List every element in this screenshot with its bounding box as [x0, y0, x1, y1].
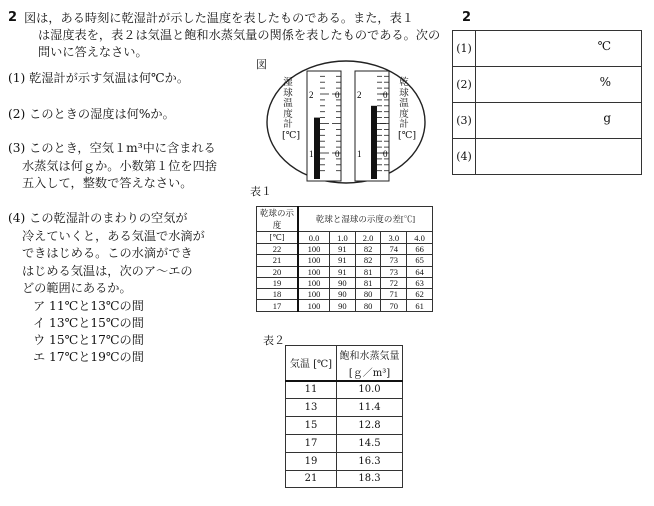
table2-cell: 18.3	[337, 470, 403, 488]
table-row	[257, 300, 433, 311]
table1-cell: 17	[257, 300, 299, 311]
table1-cell: 80	[355, 300, 381, 311]
table2-cell: 13	[286, 399, 337, 417]
table1-diff: 4.0	[407, 232, 433, 244]
answer-field-2[interactable]	[476, 67, 642, 103]
question-4-line: 冷えていくと，ある気温で水滴が	[22, 228, 205, 243]
table2-header-temp: 気温 [℃]	[286, 346, 337, 381]
answer-row	[453, 67, 642, 103]
table1-cell: 74	[381, 244, 407, 255]
table1-cell: 90	[330, 289, 356, 300]
question-4	[8, 210, 205, 298]
table1-cell: 100	[298, 277, 330, 288]
table1-cell: 72	[381, 277, 407, 288]
table1-diff: 1.0	[330, 232, 356, 244]
table-row	[286, 434, 403, 452]
table2-cell: 14.5	[337, 434, 403, 452]
wet-bulb-liquid	[314, 118, 320, 179]
table1-header-right: 乾球と湿球の示度の差[℃]	[298, 207, 433, 232]
answer-sheet-header: 2	[462, 10, 472, 25]
table1-cell: 81	[355, 277, 381, 288]
table-row	[257, 277, 433, 288]
table1-diff: 0.0	[298, 232, 330, 244]
question-4-line: できはじめる。この水滴ができ	[22, 246, 193, 260]
table1-cell: 91	[330, 255, 356, 266]
question-3-line: 五入して，整数で答えなさい。	[22, 176, 193, 190]
table1-cell: 64	[407, 266, 433, 277]
question-2: (2) このときの湿度は何%か。	[8, 107, 175, 121]
answer-unit: g	[603, 111, 611, 125]
table2-cell: 15	[286, 417, 337, 435]
wet-tick-1: 1	[309, 149, 314, 159]
answer-field-1[interactable]	[476, 31, 642, 67]
humidity-table	[256, 206, 433, 312]
choice-a: ア 11℃と13℃の間	[33, 299, 144, 313]
table-row	[257, 255, 433, 266]
table1-cell: 100	[298, 244, 330, 255]
question-3	[8, 140, 217, 193]
table1-cell: 81	[355, 266, 381, 277]
wet-bulb-label: 湿球温度計[℃]	[282, 77, 301, 141]
table1-cell: 73	[381, 266, 407, 277]
table1-diff: 3.0	[381, 232, 407, 244]
answer-number: (2)	[453, 67, 476, 103]
table1-cell: 21	[257, 255, 299, 266]
choice-i: イ 13℃と15℃の間	[33, 316, 144, 330]
table1-cell: 82	[355, 244, 381, 255]
dry-bulb-liquid	[371, 106, 377, 179]
table1-cell: 90	[330, 277, 356, 288]
table1-diff: 2.0	[355, 232, 381, 244]
table-row	[286, 470, 403, 488]
table1-cell: 70	[381, 300, 407, 311]
table1-cell: 65	[407, 255, 433, 266]
table1-cell: 66	[407, 244, 433, 255]
dry-tick-0-top: 0	[383, 90, 388, 100]
answer-row	[453, 31, 642, 67]
question-intro	[24, 10, 441, 61]
wet-tick-0-bottom: 0	[335, 149, 340, 159]
dry-tick-1: 1	[357, 149, 362, 159]
table1-cell: 100	[298, 289, 330, 300]
answer-row	[453, 103, 642, 139]
table1-cell: 90	[330, 300, 356, 311]
answer-field-3[interactable]	[476, 103, 642, 139]
dry-tick-0-bottom: 0	[383, 149, 388, 159]
table2-cell: 19	[286, 452, 337, 470]
table-row	[286, 452, 403, 470]
table1-label: 表１	[250, 185, 272, 198]
question-4-line: はじめる気温は，次のア～エの	[22, 263, 193, 278]
table1-cell: 80	[355, 289, 381, 300]
table1-cell: 100	[298, 255, 330, 266]
table1-cell: 22	[257, 244, 299, 255]
choice-u: ウ 15℃と17℃の間	[33, 333, 144, 347]
table-row	[257, 289, 433, 300]
question-4-line: どの範囲にあるか。	[22, 281, 132, 295]
answer-sheet	[452, 30, 642, 175]
table2-cell: 17	[286, 434, 337, 452]
table1-cell: 73	[381, 255, 407, 266]
figure-label: 図	[256, 58, 267, 71]
dry-bulb-label: 乾球温度計[℃]	[398, 77, 417, 141]
table2-cell: 12.8	[337, 417, 403, 435]
table2-label: 表２	[263, 334, 285, 347]
table1-cell: 82	[355, 255, 381, 266]
table2-header-vapor: 飽和水蒸気量	[337, 346, 403, 363]
table2-cell: 16.3	[337, 452, 403, 470]
answer-number: (1)	[453, 31, 476, 67]
choice-e: エ 17℃と19℃の間	[33, 350, 144, 364]
table1-cell: 18	[257, 289, 299, 300]
choice-list	[22, 298, 144, 366]
table2-cell: 10.0	[337, 381, 403, 399]
answer-number: (3)	[453, 103, 476, 139]
table1-cell: 91	[330, 244, 356, 255]
table-row	[286, 381, 403, 399]
wet-tick-0-top: 0	[335, 90, 340, 100]
question-number: 2	[8, 10, 18, 25]
table-row	[257, 244, 433, 255]
table1-cell: 19	[257, 277, 299, 288]
table2-cell: 11.4	[337, 399, 403, 417]
table1-cell: 20	[257, 266, 299, 277]
table1-header-left: 乾球の示度	[257, 207, 299, 232]
intro-line: は湿度表を，表２は気温と飽和水蒸気量の関係を表したものである。次の	[38, 28, 441, 42]
question-3-line: 水蒸気は何ｇか。小数第１位を四捨	[22, 158, 217, 173]
table1-cell: 71	[381, 289, 407, 300]
table2-header-unit: [ｇ／m³]	[337, 363, 403, 381]
answer-field-4[interactable]	[476, 139, 642, 175]
table1-cell: 63	[407, 277, 433, 288]
table1-cell: 91	[330, 266, 356, 277]
answer-unit: ℃	[597, 39, 611, 53]
intro-line: 図は，ある時刻に乾湿計が示した温度を表したものである。また，表１	[24, 11, 414, 25]
question-4-line: (4) この乾湿計のまわりの空気が	[8, 211, 188, 225]
table1-header-unit: [℃]	[257, 232, 299, 244]
answer-row	[453, 139, 642, 175]
table-row	[286, 399, 403, 417]
table-row	[257, 266, 433, 277]
question-1: (1) 乾湿計が示す気温は何℃か。	[8, 71, 190, 85]
table1-cell: 100	[298, 300, 330, 311]
saturation-vapor-table	[285, 345, 403, 488]
answer-unit: %	[599, 75, 611, 89]
intro-line: 問いに答えなさい。	[38, 45, 148, 59]
table1-cell: 61	[407, 300, 433, 311]
wet-tick-2: 2	[309, 90, 314, 100]
table-row	[286, 417, 403, 435]
table1-cell: 62	[407, 289, 433, 300]
table2-cell: 21	[286, 470, 337, 488]
table1-cell: 100	[298, 266, 330, 277]
table2-cell: 11	[286, 381, 337, 399]
answer-number: (4)	[453, 139, 476, 175]
dry-tick-2: 2	[357, 90, 362, 100]
question-3-line: (3) このとき，空気１m³中に含まれる	[8, 141, 216, 155]
